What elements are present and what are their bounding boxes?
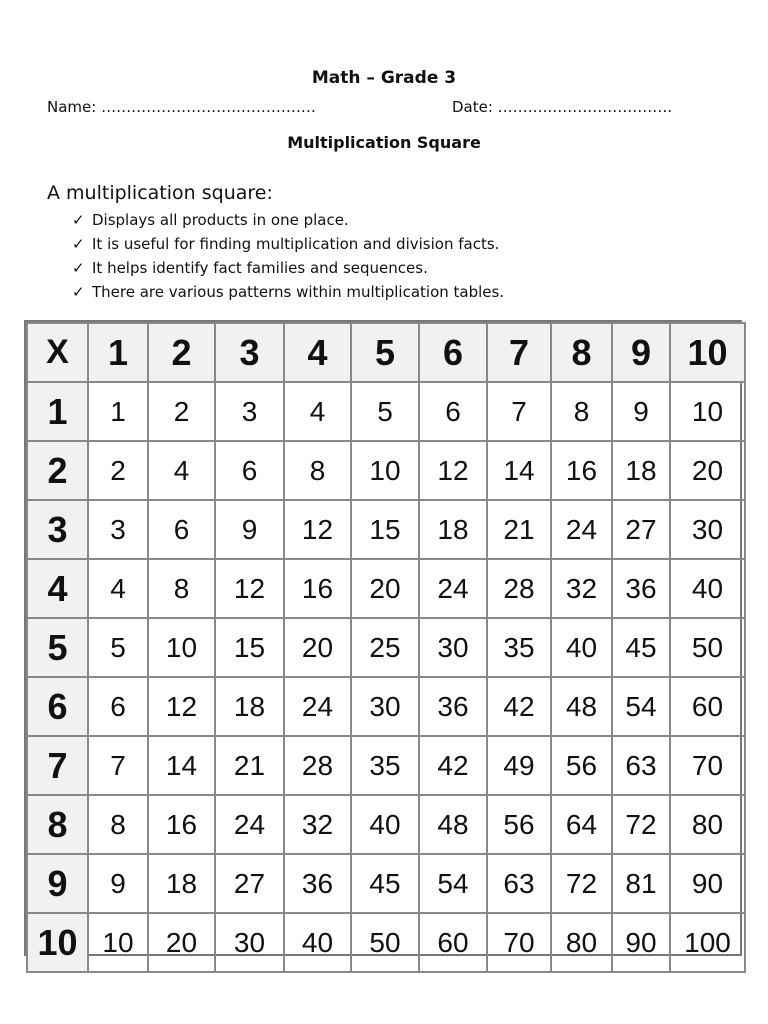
product-cell: 9 (88, 854, 148, 913)
product-cell: 90 (612, 913, 670, 972)
bullet-text: It helps identify fact families and sequences. (92, 259, 428, 277)
table-row (27, 795, 745, 854)
product-cell: 18 (612, 441, 670, 500)
product-cell: 14 (148, 736, 215, 795)
column-header: 6 (419, 323, 487, 382)
product-cell: 30 (215, 913, 284, 972)
product-cell: 7 (88, 736, 148, 795)
check-icon: ✓ (72, 235, 85, 253)
row-header: 9 (27, 854, 88, 913)
product-cell: 20 (148, 913, 215, 972)
product-cell: 50 (670, 618, 745, 677)
product-cell: 27 (612, 500, 670, 559)
product-cell: 48 (551, 677, 612, 736)
table-row (27, 382, 745, 441)
product-cell: 20 (351, 559, 419, 618)
product-cell: 5 (88, 618, 148, 677)
product-cell: 40 (670, 559, 745, 618)
table-row (27, 677, 745, 736)
product-cell: 2 (148, 382, 215, 441)
product-cell: 64 (551, 795, 612, 854)
product-cell: 60 (419, 913, 487, 972)
product-cell: 3 (88, 500, 148, 559)
product-cell: 30 (670, 500, 745, 559)
product-cell: 35 (487, 618, 551, 677)
table-row (27, 500, 745, 559)
product-cell: 80 (551, 913, 612, 972)
column-header: 4 (284, 323, 351, 382)
table-row (27, 441, 745, 500)
product-cell: 36 (284, 854, 351, 913)
product-cell: 27 (215, 854, 284, 913)
product-cell: 3 (215, 382, 284, 441)
product-cell: 16 (284, 559, 351, 618)
row-header: 6 (27, 677, 88, 736)
product-cell: 1 (88, 382, 148, 441)
product-cell: 12 (148, 677, 215, 736)
check-icon: ✓ (72, 283, 85, 301)
product-cell: 28 (487, 559, 551, 618)
product-cell: 63 (487, 854, 551, 913)
multiplication-square (24, 320, 742, 963)
product-cell: 12 (419, 441, 487, 500)
product-cell: 40 (351, 795, 419, 854)
product-cell: 49 (487, 736, 551, 795)
column-header: 7 (487, 323, 551, 382)
product-cell: 35 (351, 736, 419, 795)
row-header: 5 (27, 618, 88, 677)
product-cell: 6 (148, 500, 215, 559)
product-cell: 21 (215, 736, 284, 795)
product-cell: 7 (487, 382, 551, 441)
product-cell: 12 (284, 500, 351, 559)
row-header: 3 (27, 500, 88, 559)
product-cell: 18 (215, 677, 284, 736)
product-cell: 2 (88, 441, 148, 500)
column-header: 8 (551, 323, 612, 382)
product-cell: 56 (487, 795, 551, 854)
product-cell: 40 (551, 618, 612, 677)
product-cell: 70 (670, 736, 745, 795)
product-cell: 4 (148, 441, 215, 500)
product-cell: 32 (284, 795, 351, 854)
row-header: 4 (27, 559, 88, 618)
product-cell: 6 (88, 677, 148, 736)
product-cell: 21 (487, 500, 551, 559)
product-cell: 8 (88, 795, 148, 854)
row-header: 10 (27, 913, 88, 972)
list-item (72, 232, 504, 256)
product-cell: 42 (419, 736, 487, 795)
column-header: 2 (148, 323, 215, 382)
table-row (27, 559, 745, 618)
product-cell: 8 (551, 382, 612, 441)
product-cell: 60 (670, 677, 745, 736)
product-cell: 54 (612, 677, 670, 736)
product-cell: 56 (551, 736, 612, 795)
product-cell: 30 (419, 618, 487, 677)
row-header: 2 (27, 441, 88, 500)
product-cell: 15 (215, 618, 284, 677)
list-item (72, 208, 504, 232)
product-cell: 10 (88, 913, 148, 972)
product-cell: 10 (148, 618, 215, 677)
column-header: 1 (88, 323, 148, 382)
product-cell: 8 (284, 441, 351, 500)
product-cell: 12 (215, 559, 284, 618)
row-header: 1 (27, 382, 88, 441)
product-cell: 5 (351, 382, 419, 441)
bullet-text: Displays all products in one place. (92, 211, 349, 229)
product-cell: 25 (351, 618, 419, 677)
row-header: 7 (27, 736, 88, 795)
product-cell: 30 (351, 677, 419, 736)
check-icon: ✓ (72, 259, 85, 277)
worksheet-title: Math – Grade 3 (311, 68, 457, 88)
product-cell: 14 (487, 441, 551, 500)
product-cell: 10 (351, 441, 419, 500)
product-cell: 6 (215, 441, 284, 500)
product-cell: 24 (551, 500, 612, 559)
product-cell: 72 (612, 795, 670, 854)
product-cell: 45 (612, 618, 670, 677)
name-field[interactable]: Name: ……………………….…………… (47, 98, 316, 116)
product-cell: 48 (419, 795, 487, 854)
product-cell: 36 (612, 559, 670, 618)
product-cell: 50 (351, 913, 419, 972)
list-item (72, 256, 504, 280)
product-cell: 28 (284, 736, 351, 795)
row-header: 8 (27, 795, 88, 854)
table-row (27, 736, 745, 795)
column-header: 5 (351, 323, 419, 382)
section-title: Multiplication Square (287, 133, 481, 152)
product-cell: 10 (670, 382, 745, 441)
product-cell: 9 (612, 382, 670, 441)
product-cell: 15 (351, 500, 419, 559)
product-cell: 6 (419, 382, 487, 441)
product-cell: 90 (670, 854, 745, 913)
list-item (72, 280, 504, 304)
intro-text: A multiplication square: (47, 182, 273, 204)
corner-cell: X (27, 323, 88, 382)
product-cell: 24 (284, 677, 351, 736)
product-cell: 70 (487, 913, 551, 972)
product-cell: 20 (284, 618, 351, 677)
product-cell: 63 (612, 736, 670, 795)
product-cell: 16 (148, 795, 215, 854)
product-cell: 9 (215, 500, 284, 559)
table-row (27, 854, 745, 913)
product-cell: 8 (148, 559, 215, 618)
date-field[interactable]: Date: ………..…………………… (452, 98, 673, 116)
column-header: 9 (612, 323, 670, 382)
check-icon: ✓ (72, 211, 85, 229)
product-cell: 100 (670, 913, 745, 972)
product-cell: 4 (284, 382, 351, 441)
product-cell: 81 (612, 854, 670, 913)
product-cell: 54 (419, 854, 487, 913)
column-header: 10 (670, 323, 745, 382)
product-cell: 18 (148, 854, 215, 913)
column-header: 3 (215, 323, 284, 382)
product-cell: 16 (551, 441, 612, 500)
product-cell: 24 (419, 559, 487, 618)
product-cell: 4 (88, 559, 148, 618)
product-cell: 18 (419, 500, 487, 559)
product-cell: 72 (551, 854, 612, 913)
product-cell: 24 (215, 795, 284, 854)
bullet-text: There are various patterns within multiplication tables. (92, 283, 505, 301)
product-cell: 45 (351, 854, 419, 913)
multiplication-table (26, 322, 746, 973)
table-row (27, 618, 745, 677)
table-row (27, 913, 745, 972)
product-cell: 36 (419, 677, 487, 736)
product-cell: 20 (670, 441, 745, 500)
product-cell: 40 (284, 913, 351, 972)
product-cell: 32 (551, 559, 612, 618)
header-row (27, 323, 745, 382)
bullet-text: It is useful for finding multiplication and division facts. (92, 235, 500, 253)
bullet-list (72, 208, 504, 304)
product-cell: 42 (487, 677, 551, 736)
product-cell: 80 (670, 795, 745, 854)
